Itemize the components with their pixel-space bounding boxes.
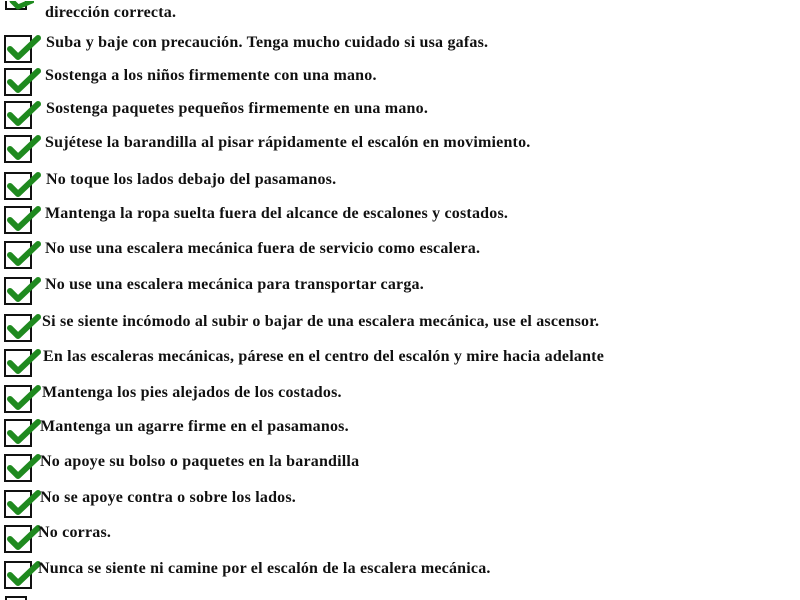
list-item: [0, 272, 800, 306]
list-item-text: Sostenga a los niños firmemente con una mano.: [45, 67, 377, 84]
checkbox-checked-icon: [2, 520, 42, 556]
list-item: [0, 414, 800, 448]
list-item-text: Nunca se siente ni camine por el escalón de la escalera mecánica.: [38, 560, 491, 577]
list-item: [0, 96, 800, 130]
checkbox-checked-icon: [2, 167, 42, 203]
partial-checkbox-top-icon: [4, 0, 34, 12]
list-item: [0, 380, 800, 414]
list-item-text: Mantenga los pies alejados de los costados.: [42, 384, 342, 401]
list-item-text: No use una escalera mecánica para transportar carga.: [45, 276, 424, 293]
checkbox-checked-icon: [2, 96, 42, 132]
continuation-text: dirección correcta.: [45, 4, 177, 21]
partial-checkbox-bottom-icon: [4, 591, 34, 600]
checkbox-checked-icon: [2, 30, 42, 66]
checkbox-checked-icon: [2, 201, 42, 237]
list-item: [0, 309, 800, 343]
checkbox-checked-icon: [2, 63, 42, 99]
checkbox-checked-icon: [2, 556, 42, 592]
list-item-text: No apoye su bolso o paquetes en la barandilla: [40, 453, 360, 470]
list-item: [0, 63, 800, 97]
list-item: [0, 344, 800, 378]
list-item-text: No corras.: [38, 524, 112, 541]
list-item: [0, 130, 800, 164]
list-item-text: Sujétese la barandilla al pisar rápidamente el escalón en movimiento.: [45, 134, 531, 151]
list-item-text: Sostenga paquetes pequeños firmemente en una mano.: [46, 100, 429, 117]
list-item-text: Mantenga la ropa suelta fuera del alcance de escalones y costados.: [45, 205, 509, 222]
list-item-text: En las escaleras mecánicas, párese en el centro del escalón y mire hacia adelante: [43, 348, 605, 365]
list-item-text: No se apoye contra o sobre los lados.: [40, 489, 296, 506]
list-item: [0, 236, 800, 270]
list-item: [0, 520, 800, 554]
checkbox-checked-icon: [2, 236, 42, 272]
list-item: [0, 556, 800, 590]
checkbox-checked-icon: [2, 380, 42, 416]
list-item: [0, 30, 800, 64]
list-item: [0, 449, 800, 483]
list-item-text: No use una escalera mecánica fuera de servicio como escalera.: [45, 240, 481, 257]
list-item-text: No toque los lados debajo del pasamanos.: [46, 171, 337, 188]
list-item-text: Mantenga un agarre firme en el pasamanos.: [40, 418, 349, 435]
checkbox-checked-icon: [2, 414, 42, 450]
checkbox-checked-icon: [2, 272, 42, 308]
checkbox-checked-icon: [2, 130, 42, 166]
list-item: [0, 485, 800, 519]
checkbox-checked-icon: [2, 309, 42, 345]
checkbox-checked-icon: [2, 344, 42, 380]
checkbox-checked-icon: [2, 485, 42, 521]
list-item: [0, 167, 800, 201]
checkbox-checked-icon: [2, 449, 42, 485]
list-item-text: Suba y baje con precaución. Tenga mucho cuidado si usa gafas.: [46, 34, 489, 51]
list-item: [0, 201, 800, 235]
list-item-text: Si se siente incómodo al subir o bajar de una escalera mecánica, use el ascensor.: [42, 313, 600, 330]
